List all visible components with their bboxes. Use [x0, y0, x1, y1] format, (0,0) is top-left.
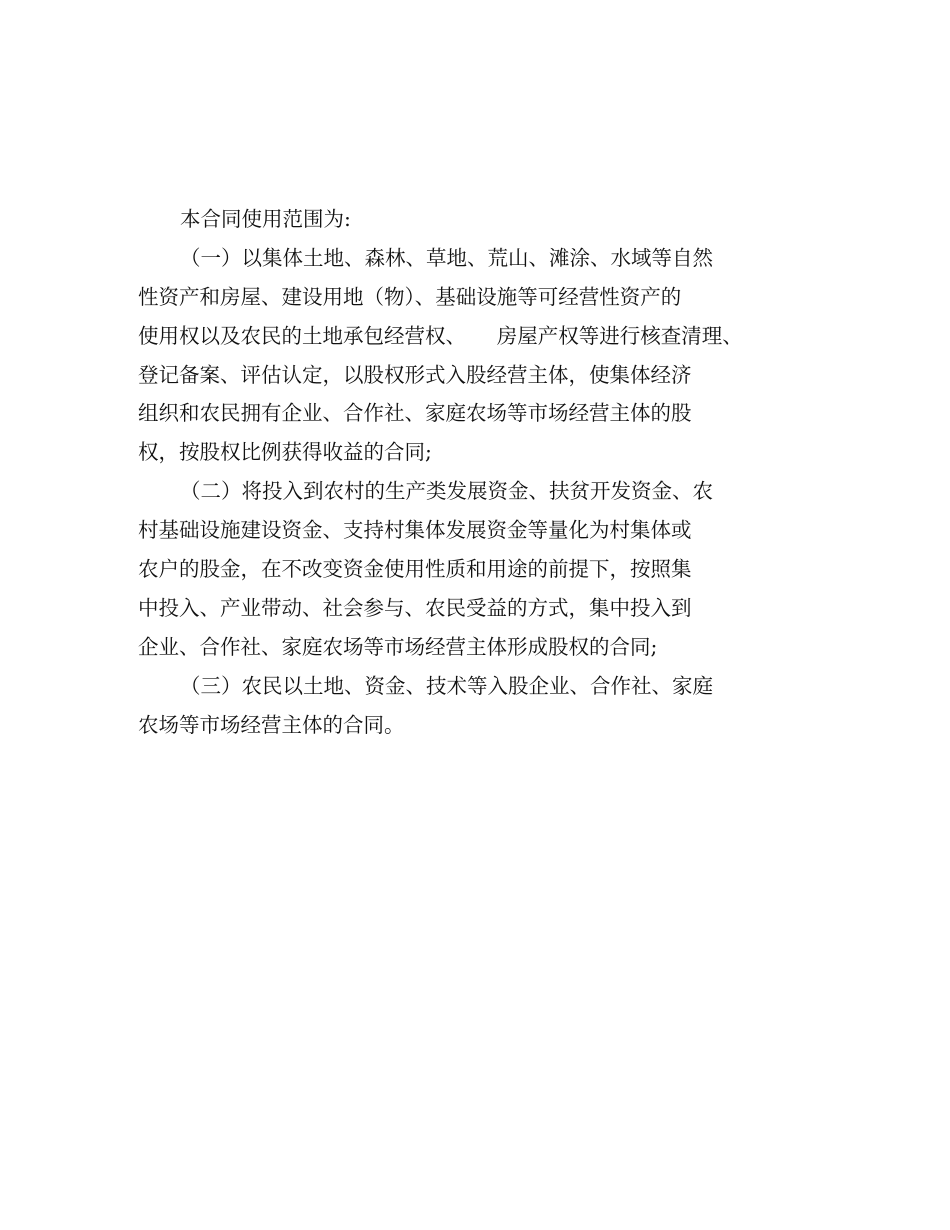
text-line-item-3-start: （三）农民以土地、资金、技术等入股企业、合作社、家庭 [180, 673, 713, 698]
text-line-scope-intro: 本合同使用范围为: [180, 207, 351, 231]
text-line-item-1-start: （一）以集体土地、森林、草地、荒山、滩涂、水域等自然 [180, 245, 713, 270]
body-text [138, 200, 818, 744]
text-line: 农场等市场经营主体的合同。 [138, 712, 405, 737]
text-line: 登记备案、评估认定，以股权形式入股经营主体，使集体经济 [138, 362, 692, 387]
text-line: 组织和农民拥有企业、合作社、家庭农场等市场经营主体的股 [138, 401, 692, 426]
text-line: 企业、合作社、家庭农场等市场经营主体形成股权的合同; [138, 634, 658, 659]
text-line-item-2-start: （二）将投入到农村的生产类发展资金、扶贫开发资金、农 [180, 479, 713, 504]
text-line: 中投入、产业带动、社会参与、农民受益的方式，集中投入到 [138, 595, 692, 620]
text-line: 性资产和房屋、建设用地（物）、基础设施等可经营性资产的 [138, 284, 682, 309]
text-line: 村基础设施建设资金、支持村集体发展资金等量化为村集体或 [138, 518, 692, 543]
text-line: 农户的股金，在不改变资金使用性质和用途的前提下，按照集 [138, 557, 692, 582]
text-line: 使用权以及农民的土地承包经营权、 房屋产权等进行核查清理、 [138, 323, 743, 348]
text-line: 权，按股权比例获得收益的合同; [138, 440, 432, 465]
